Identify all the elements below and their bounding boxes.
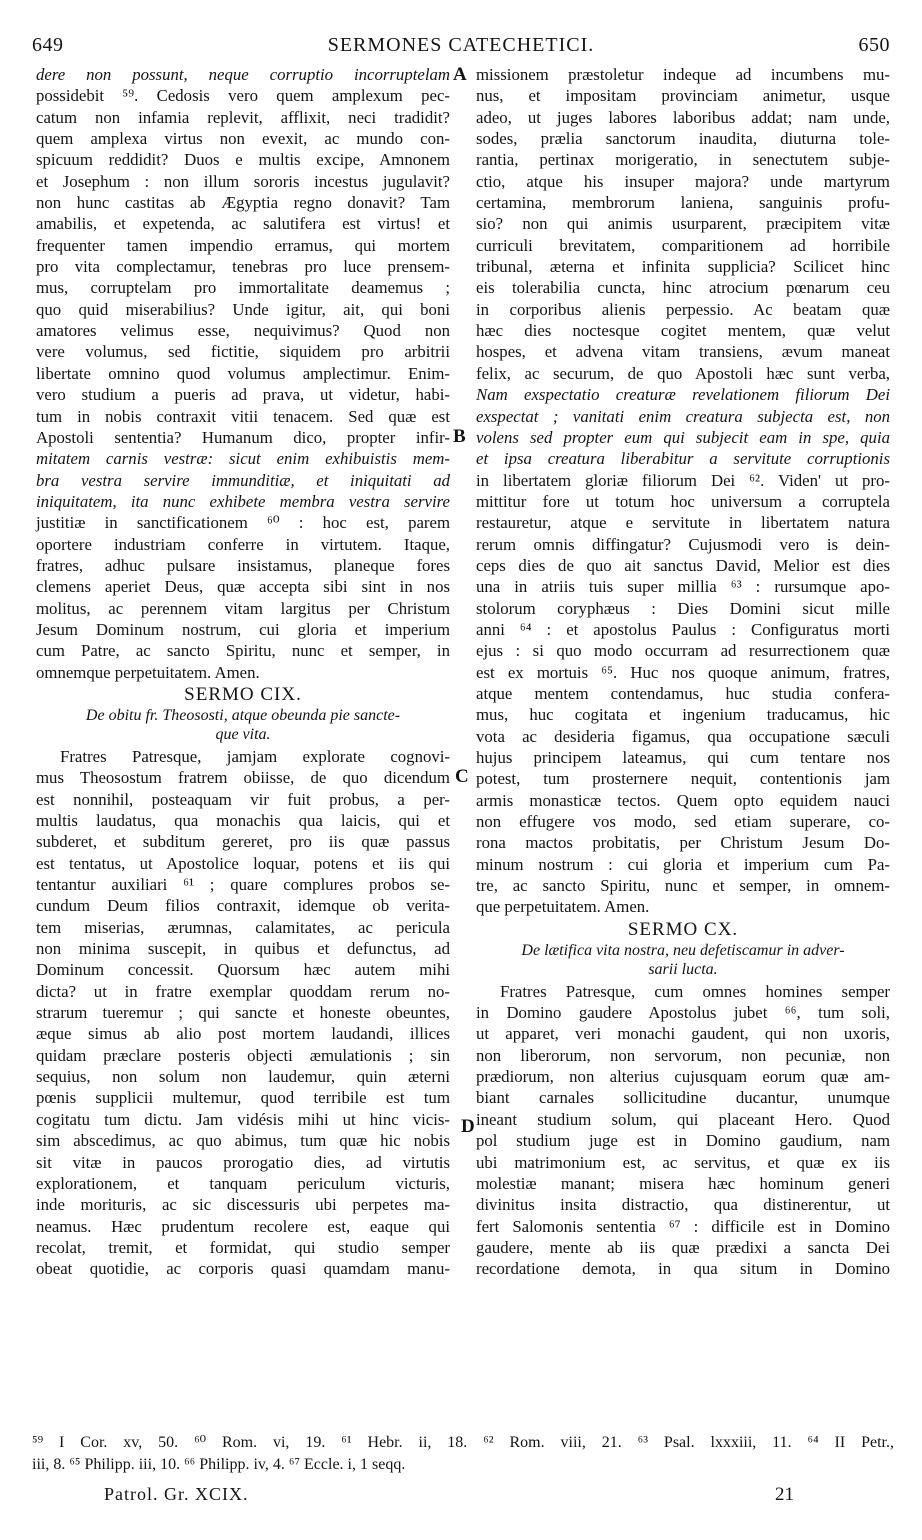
- text-line: minum nostrum : cui gloria et imperium cum Pa-: [476, 854, 890, 874]
- text-line: spicuum reddidit? Duos e multis excipe, Amnonem: [36, 150, 450, 170]
- text-line: justitiæ in sanctificationem ⁶⁰ : hoc est, parem: [36, 513, 450, 533]
- text-line: molitus, ac perennem vitam largitus per Christum: [36, 598, 450, 618]
- text-line: potest, tum prosternere nequit, contentionis jam: [476, 769, 890, 789]
- text-line: est ex mortuis ⁶⁵. Huc nos quoque animum, fratres,: [476, 662, 890, 682]
- page-number-right: 650: [858, 34, 890, 56]
- text-line: biant carnales sollicitudine ducantur, unumque: [476, 1088, 890, 1108]
- left-text-part2: [36, 746, 450, 1280]
- text-line: fratres, adhuc pulsare insistamus, planeque fores: [36, 555, 450, 575]
- page-number-left: 649: [32, 34, 64, 56]
- text-line: clemens aperiet Deus, quæ accepta sibi sint in nos: [36, 577, 450, 597]
- text-line: quem amplexa virtus non evexit, ac mundo con-: [36, 129, 450, 149]
- text-line: Dominum concessit. Quorsum hæc autem mihi: [36, 960, 450, 980]
- text-line: tre, ac sancto Spiritu, nunc et semper, in omnem-: [476, 876, 890, 896]
- text-line: mittitur fore ut totum hoc universum a corruptela: [476, 491, 890, 511]
- text-line: sodes, prælia sanctorum inaudita, diuturna tole-: [476, 129, 890, 149]
- text-line: cundum Deum filios contraxit, idemque ob verita-: [36, 896, 450, 916]
- left-text-part1: [36, 64, 450, 683]
- text-line: dicta? ut in fratre exemplar quoddam rerum no-: [36, 981, 450, 1001]
- text-line: volens sed propter eum qui subjecit eam in spe, quia: [476, 427, 890, 447]
- text-line: strarum tueremur ; qui sancte et honeste obeuntes,: [36, 1003, 450, 1023]
- text-line: missionem præstoletur indeque ad incumbens mu-: [476, 65, 890, 84]
- text-line: exspectat ; vanitati enim creatura subjecta est, non: [476, 406, 890, 426]
- text-line: mus Theosostum fratrem obiisse, de quo dicendum: [36, 768, 450, 788]
- text-line: gaudere, mente ab iis quæ prædixi a sancta Dei: [476, 1237, 890, 1257]
- text-line: sequius, non solum non laudemur, quin æterni: [36, 1067, 450, 1087]
- text-line: nus, et impositam provinciam animetur, usque: [476, 86, 890, 106]
- text-line: anni ⁶⁴ : et apostolus Paulus : Configuratus morti: [476, 619, 890, 639]
- text-line: oportere industriam conferre in virtutem. Itaque,: [36, 534, 450, 554]
- text-line: adeo, ut juges labores laboribus addat; nam unde,: [476, 107, 890, 127]
- text-line: vota ac desideria figamus, qua occupatione sæculi: [476, 726, 890, 746]
- footnote-line: iii, 8. ⁶⁵ Philipp. iii, 10. ⁶⁶ Philipp. iv, 4. ⁶⁷ Eccle. i, 1 seqq.: [32, 1456, 406, 1473]
- text-line: explorationem, et tanquam periculum victuris,: [36, 1173, 450, 1193]
- text-line: rona mactos probitatis, per Christum Jesum Do-: [476, 833, 890, 853]
- text-line: mitatem carnis vestræ: sicut enim exhibuistis mem-: [36, 449, 450, 469]
- text-line: mus, corruptelam pro immortalitate deamemus ;: [36, 278, 450, 298]
- text-line: subderet, et subditum gereret, pro iis quæ passus: [36, 832, 450, 852]
- text-line: ineant studium solum, qui placeant Hero. Quod: [476, 1109, 890, 1129]
- text-line: et ipsa creatura liberabitur a servitute corruptionis: [476, 449, 890, 469]
- text-line: omnemque perpetuitatem. Amen.: [36, 662, 260, 682]
- text-line: non liberorum, non servorum, non pecuniæ, non: [476, 1045, 890, 1065]
- text-line: tum in nobis contraxit vitii tenacem. Sed quæ est: [36, 406, 450, 426]
- page-footer: [104, 1484, 794, 1510]
- sermon-cix-subtitle-line1: De obitu fr. Theososti, atque obeunda pie sancte-: [85, 706, 401, 724]
- right-column: [476, 64, 890, 1280]
- running-header: [32, 34, 890, 60]
- text-line: restauretur, atque e servitute in libertatem natura: [476, 513, 890, 533]
- text-line: Nam exspectatio creaturæ revelationem filiorum Dei: [476, 385, 890, 405]
- text-line: æque simus ab alio post mortem laudandi, illices: [36, 1024, 450, 1044]
- text-line: recordatione demota, in qua situm in Domino: [476, 1259, 890, 1279]
- text-line: amabilis, et expetenda, ac salutifera est virtus! et: [36, 214, 450, 234]
- sermon-cix-subtitle-line2: que vita.: [215, 725, 271, 743]
- text-line: obeat quotidie, ac corporis quasi quamdam manu-: [36, 1259, 450, 1279]
- text-line: est nonnihil, posteaquam vir fuit probus, a per-: [36, 789, 450, 809]
- margin-letter-a: A: [453, 64, 467, 85]
- text-line: ctio, atque his insuper majora? unde martyrum: [476, 171, 890, 191]
- text-line: certamina, membrorum laniena, sanguinis profu-: [476, 193, 890, 213]
- text-line: Jesum Dominum nostrum, cui gloria et imperium: [36, 619, 450, 639]
- text-line: non hunc castitas ab Ægyptia regno donavit? Tam: [36, 193, 450, 213]
- text-line: Apostoli sententia? Humanum dico, propter infir-: [36, 427, 450, 447]
- text-line: hujus principem lateamus, qui cum tentare nos: [476, 748, 890, 767]
- text-line: in libertatem gloriæ filiorum Dei ⁶². Viden' ut pro-: [476, 470, 890, 490]
- text-line: est tentatus, ut Apostolice loquar, potens et iis qui: [36, 853, 450, 873]
- text-line: frequenter tamen impendio erramus, qui mortem: [36, 235, 450, 255]
- text-line: que perpetuitatem. Amen.: [476, 897, 650, 917]
- left-column: [36, 64, 450, 1280]
- text-line: felix, ac securum, de quo Apostoli hæc sunt verba,: [476, 363, 890, 383]
- text-line: sit vitæ in paucos prorogatio dies, ad virtutis: [36, 1152, 450, 1172]
- volume-label: Patrol. Gr. XCIX.: [104, 1484, 249, 1504]
- text-line: hospes, et advena vitam transiens, ævum maneat: [476, 342, 890, 362]
- text-line: divinitus insita distractio, qua distinerentur, ut: [476, 1195, 890, 1215]
- text-line: hæc dies noctesque cogitet mentem, quæ velut: [476, 321, 890, 341]
- text-line: armis monasticæ tectos. Quem opto equidem nauci: [476, 790, 890, 810]
- text-line: sio? non qui animis usurparent, præcipitem vitæ: [476, 214, 890, 234]
- text-line: Fratres Patresque, cum omnes homines semper: [500, 981, 890, 1001]
- text-line: fert Salomonis sententia ⁶⁷ : difficile est in Domino: [476, 1216, 890, 1236]
- text-line: mus, huc cogitata et ingenium traducamus, hic: [476, 705, 890, 725]
- text-line: stolorum coryphæus : Dies Domini sicut mille: [476, 598, 890, 618]
- text-line: catum non infamia replevit, afflixit, neci tradidit?: [36, 107, 450, 127]
- right-text-part1: [476, 64, 890, 918]
- text-line: quo quid miserabilius? Unde igitur, ait, qui boni: [36, 299, 450, 319]
- margin-letter-d: D: [461, 1116, 475, 1137]
- text-line: amatores velimus esse, nequivimus? Quod non: [36, 321, 450, 341]
- text-line: Fratres Patresque, jamjam explorate cognovi-: [60, 746, 450, 766]
- text-line: possidebit ⁵⁹. Cedosis vero quem amplexum pec-: [36, 86, 450, 106]
- text-line: recolat, tremit, et formidat, qui studio semper: [36, 1237, 450, 1257]
- text-line: in corporibus alienis perpessio. Ac beatam quæ: [476, 299, 890, 319]
- text-line: sim abscedimus, ac quo abimus, tum quæ hic nobis: [36, 1131, 450, 1151]
- sermon-cx-subtitle-line2: sarii lucta.: [648, 960, 718, 978]
- right-text-part2: [476, 981, 890, 1280]
- text-line: atque mentem contendamus, huc studia confera-: [476, 683, 890, 703]
- text-line: libertate omnino quod volumus amplectimur. Enim-: [36, 363, 450, 383]
- text-line: pol studium juge est in Domino gaudium, nam: [476, 1131, 890, 1151]
- text-line: quidam præclare posteris objecti æmulationis ; sin: [36, 1045, 450, 1065]
- text-line: pœnis supplicii multemur, quod terribile est tum: [36, 1088, 450, 1108]
- text-line: eis tolerabilia cuncta, hinc atrocium pœnarum ceu: [476, 278, 890, 298]
- text-line: dere non possunt, neque corruptio incorruptelam: [36, 65, 450, 84]
- running-title: SERMONES CATECHETICI.: [327, 34, 595, 56]
- text-line: multis laudatus, qua monachis qua laicis, qui et: [36, 811, 450, 830]
- text-line: bra vestra servire immunditiæ, et iniquitati ad: [36, 470, 450, 490]
- text-line: neamus. Hæc prudentum recolere est, eaque qui: [36, 1216, 450, 1236]
- text-line: et Josephum : non illum sororis incestus jugulavit?: [36, 171, 450, 191]
- text-line: inde morituris, ac sic discessuris ubi perpetes ma-: [36, 1195, 450, 1215]
- text-line: vero studium a pueris ad prava, ut videtur, habi-: [36, 385, 450, 405]
- text-line: iniquitatem, ita nunc exhibete membra vestra servire: [36, 491, 450, 511]
- text-line: cum Patre, ac sancto Spiritu, nunc et semper, in: [36, 641, 450, 661]
- text-line: tentantur auxiliari ⁶¹ ; quare complures probos se-: [36, 875, 450, 895]
- text-line: rantia, pertinax morigeratio, in senectutem subje-: [476, 150, 890, 170]
- sermon-cix-title: SERMO CIX.: [184, 683, 302, 705]
- footnote-line: ⁵⁹ I Cor. xv, 50. ⁶⁰ Rom. vi, 19. ⁶¹ Hebr. ii, 18. ⁶² Rom. viii, 21. ⁶³ Psal. lxxxiii, 11. ⁶⁴ II Petr.,: [32, 1434, 894, 1451]
- text-line: prædiorum, non alterius cujusquam eorum quæ am-: [476, 1067, 890, 1087]
- text-line: pro vita complectamur, tenebras pro luce prensem-: [36, 257, 450, 277]
- text-line: tem miserias, ærumnas, calamitates, ac pericula: [36, 917, 450, 937]
- signature-number: 21: [775, 1484, 794, 1505]
- sermon-cx-subtitle-line1: De lætifica vita nostra, neu defetiscamur in adver-: [521, 941, 845, 959]
- text-line: rerum omnis diffingatur? Cujusmodi vero is dein-: [476, 534, 890, 554]
- text-line: una in atriis tuis super millia ⁶³ : rursumque apo-: [476, 577, 890, 597]
- margin-letter-b: B: [453, 426, 466, 447]
- text-line: in Domino gaudere Apostolus jubet ⁶⁶, tum soli,: [476, 1003, 890, 1023]
- text-line: vere volumus, sed fictitie, siquidem pro arbitrii: [36, 342, 450, 362]
- footnotes: [32, 1432, 894, 1476]
- text-line: ubi matrimonium est, ac servitus, et quæ ex iis: [476, 1152, 890, 1172]
- text-line: molestiæ manant; misera hæc hominum generi: [476, 1173, 890, 1193]
- sermon-cx-title: SERMO CX.: [627, 918, 739, 940]
- text-line: curriculi brevitatem, comparitionem ad horribile: [476, 235, 890, 255]
- text-line: non effugere vos modo, sed etiam superare, co-: [476, 812, 890, 832]
- text-line: ceps dies de quo ait sanctus David, Melior est dies: [476, 555, 890, 575]
- text-line: cogitatu tum dictu. Jam vidésis mihi ut hinc vicis-: [36, 1109, 450, 1129]
- text-line: ut apparet, veri monachi gaudent, qui non uxoris,: [476, 1024, 890, 1044]
- text-line: tribunal, æterna et infinita supplicia? Scilicet hinc: [476, 257, 890, 277]
- text-line: ejus : si quo modo occurram ad resurrectionem quæ: [476, 641, 890, 661]
- text-line: non minima suscepit, in quibus et defunctus, ad: [36, 939, 450, 959]
- margin-letter-c: C: [455, 766, 469, 787]
